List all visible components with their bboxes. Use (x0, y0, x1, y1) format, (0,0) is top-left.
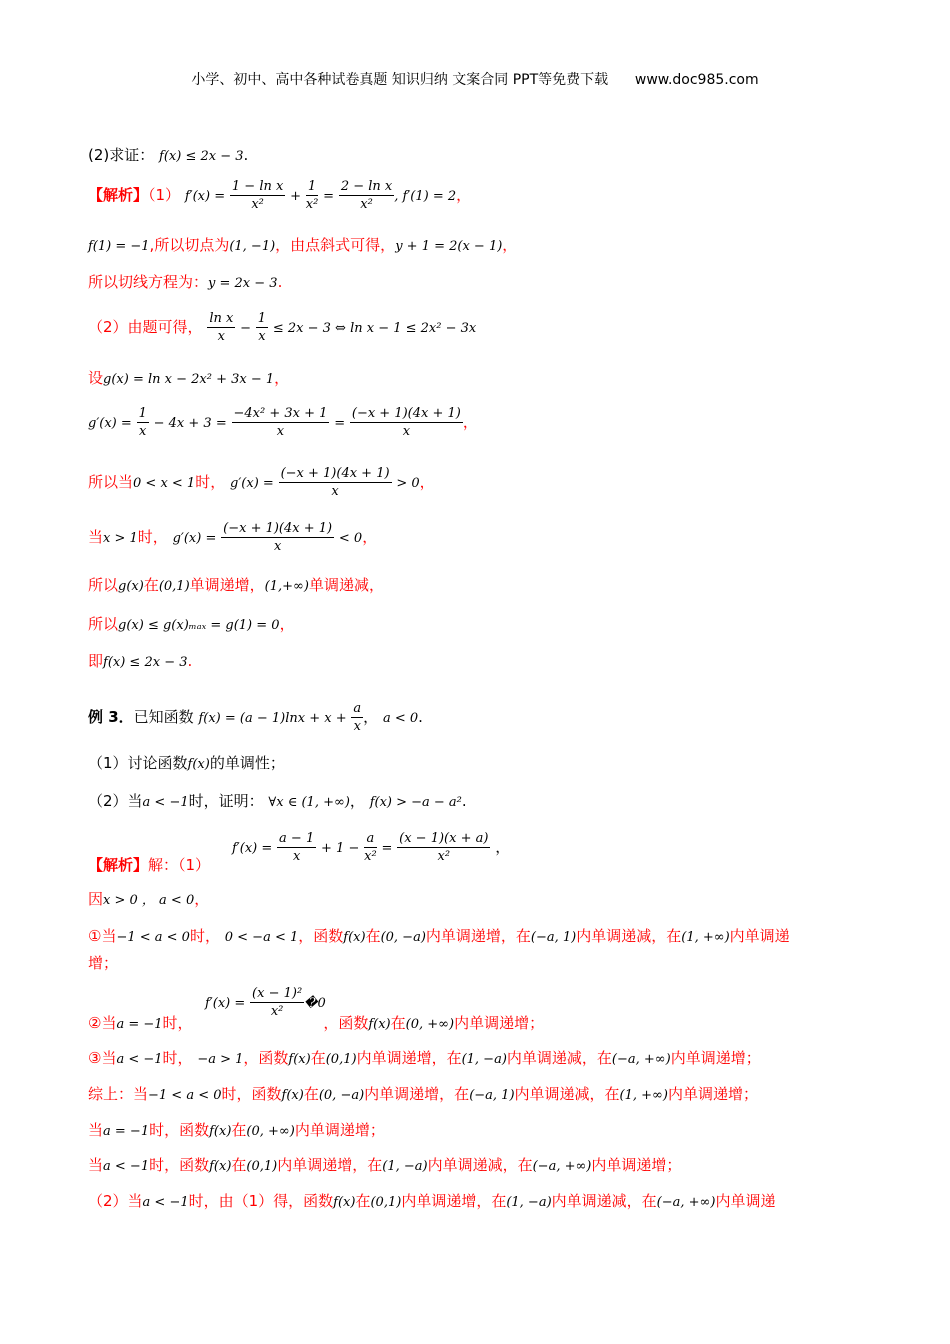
line-case-1: ①当−1 < a < 0时， 0 < −a < 1，函数f(x)在(0, −a)内单调递增，在(−a, 1)内单调递减，在(1, +∞)内单调递 (88, 927, 790, 945)
example-3-q2: （2）当a < −1时，证明： ∀x ∈ (1, +∞)， f(x) > −a − a². (88, 792, 467, 810)
fraction: $\frac{1}{\text{x²}}$ (305, 179, 319, 212)
line-solution-label: 【解析】解：（1） (88, 856, 211, 874)
line-fprime: f′(x) = $\frac{a - 1}{x}$ + 1 − $\frac{a}{\text{x²}}$ = $\frac{(x - 1)(x + a)}{\text{x²}}$ ， (232, 831, 511, 864)
line-case-1-cont: 增； (88, 954, 119, 972)
line-part2: （2）由题可得， $\frac{\text{ln x}}{x}$ − $\frac{1}{x}$ ≤ 2x − 3 ⇔ ln x − 1 ≤ 2x² − 3x (88, 311, 477, 344)
header-url: www.doc985.com (634, 72, 759, 88)
line-case-2-formula: f′(x) = $\frac{\text{(x − 1)²}}{\text{x²}}$ �0 (205, 986, 326, 1019)
example-3-title: 例 3．已知函数 f(x) = (a − 1)lnx + x + $\frac{a}{x}$ ， a < 0. (88, 701, 423, 734)
line-summary-3: 当a < −1时，函数f(x)在(0,1)内单调递增，在(1, −a)内单调递减，在(−a, +∞)内单调递增； (88, 1156, 682, 1174)
line-tangent-point: f(1) = −1,所以切点为(1, −1)，由点斜式可得，y + 1 = 2(x − 1)， (88, 236, 518, 254)
line-summary-1: 综上：当−1 < a < 0时，函数f(x)在(0, −a)内单调递增，在(−a, 1)内单调递减，在(1, +∞)内单调递增； (88, 1085, 758, 1103)
line-conclusion: 即f(x) ≤ 2x − 3. (88, 652, 193, 670)
fraction: $\frac{\text{2 − ln x}}{\text{x²}}$ (340, 179, 393, 212)
line-max: 所以g(x) ≤ g(x)ₘₐₓ = g(1) = 0， (88, 615, 295, 633)
line-solution-1: 【解析】（1） f′(x) = $\frac{\text{1 − ln x}}{\text{x²}}$ + $\frac{1}{\text{x²}}$ = $\frac{\text{2 − ln x}}{\text{x²}}$ , f′(1) = 2， (88, 179, 472, 212)
line-monotonic: 所以g(x)在(0,1)单调递增，(1,+∞)单调递减， (88, 576, 384, 594)
line-because: 因x > 0 ， a < 0， (88, 890, 210, 908)
line-case-3: ③当a < −1时， −a > 1，函数f(x)在(0,1)内单调递增，在(1, −a)内单调递减，在(−a, +∞)内单调递增； (88, 1049, 761, 1067)
line-tangent-equation: 所以切线方程为：y = 2x − 3. (88, 273, 283, 291)
line-case-2: ②当a = −1时， ，函数f(x)在(0, +∞)内单调递增； (88, 1014, 545, 1032)
line-prove: (2)求证： f(x) ≤ 2x − 3. (88, 146, 249, 164)
line-decreasing: 当x > 1时， g′(x) = $\frac{(-x + 1)(4x + 1)}{x}$ < 0， (88, 521, 378, 554)
line-summary-2: 当a = −1时，函数f(x)在(0, +∞)内单调递增； (88, 1121, 385, 1139)
page-header (0, 69, 950, 89)
example-3-q1: （1）讨论函数f(x)的单调性； (88, 754, 285, 772)
line-increasing: 所以当0 < x < 1时， g′(x) = $\frac{(-x + 1)(4x + 1)}{x}$ > 0， (88, 466, 435, 499)
line-g-derivative: g′(x) = $\frac{1}{x}$ − 4x + 3 = $\frac{\text{−4x² + 3x + 1}}{x}$ = $\frac{(-x + 1)(4x + 1)}{x}$ ， (88, 406, 478, 439)
header-text: 小学、初中、高中各种试卷真题 知识归纳 文案合同 PPT等免费下载 (191, 72, 609, 88)
fraction: $\frac{\text{1 − ln x}}{\text{x²}}$ (231, 179, 284, 212)
line-part2-proof: （2）当a < −1时，由（1）得，函数f(x)在(0,1)内单调递增，在(1, −a)内单调递减，在(−a, +∞)内单调递 (88, 1192, 776, 1210)
line-define-g: 设g(x) = ln x − 2x² + 3x − 1， (88, 369, 290, 387)
